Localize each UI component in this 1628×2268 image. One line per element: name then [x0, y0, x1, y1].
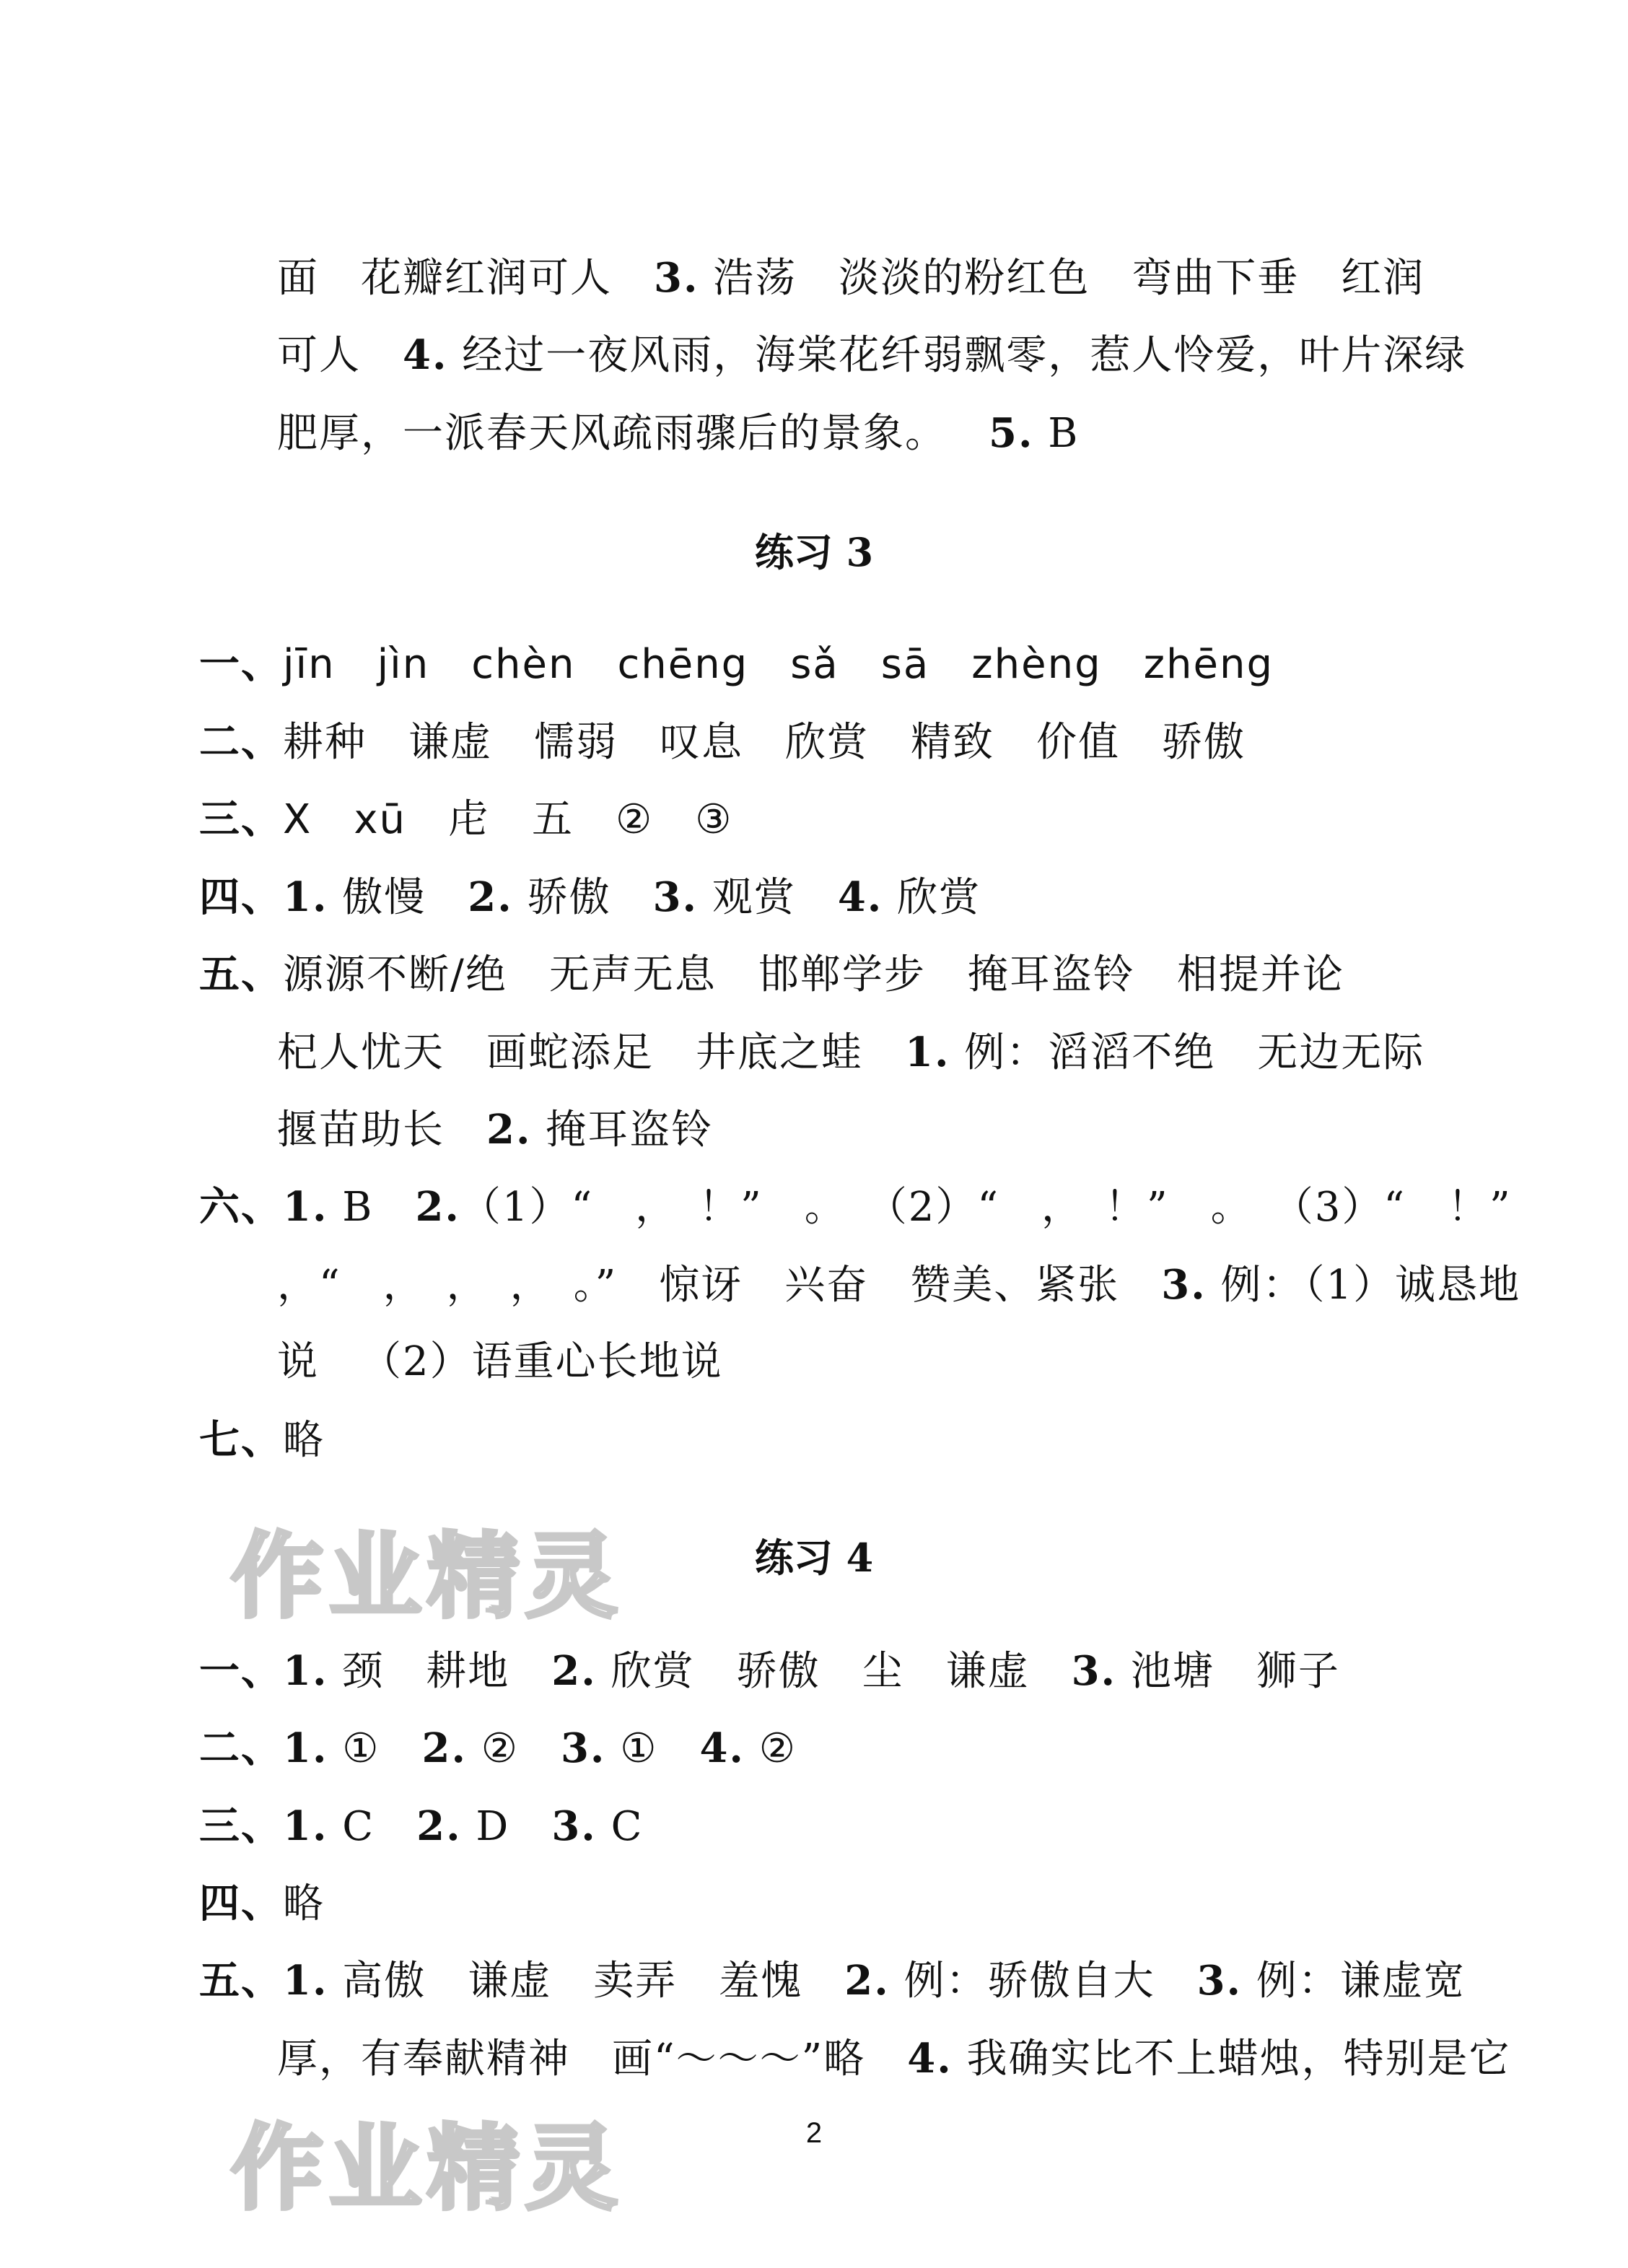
ex3-q4: 四、1. 傲慢 2. 骄傲 3. 观赏 4. 欣赏: [199, 873, 981, 921]
watermark-logo: 作业精灵: [231, 1523, 624, 1631]
ex4-q3: 三、1. C 2. D 3. C: [199, 1802, 644, 1850]
ex3-q2: 二、耕种 谦虚 懦弱 叹息 欣赏 精致 价值 骄傲: [199, 718, 1246, 766]
ex3-q6-line-2: ，“ ， ， ， 。” 惊讶 兴奋 赞美、紧张 3. 例：（1）诚恳地: [277, 1261, 1521, 1309]
exercise-4-title: 练习 4: [754, 1535, 874, 1581]
ex4-q1: 一、1. 颈 耕地 2. 欣赏 骄傲 尘 谦虚 3. 池塘 狮子: [199, 1647, 1340, 1695]
exercise-3-title: 练习 3: [754, 529, 874, 575]
continued-line-1: 面 花瓣红润可人 3. 浩荡 淡淡的粉红色 弯曲下垂 红润: [277, 254, 1425, 302]
ex4-q4: 四、略: [199, 1880, 325, 1927]
ex3-q6-line-1: 六、1. B 2.（1）“ ， ！” 。 （2）“ ， ！” 。 （3）“ ！”: [199, 1183, 1512, 1231]
ex3-q6-line-3: 说 （2）语重心长地说: [277, 1338, 723, 1385]
page-number: 2: [805, 2117, 823, 2149]
ex3-q5-line-2: 杞人忧天 画蛇添足 井底之蛙 1. 例：滔滔不绝 无边无际: [277, 1029, 1425, 1076]
ex3-q5-line-1: 五、源源不断/绝 无声无息 邯郸学步 掩耳盗铃 相提并论: [199, 951, 1344, 998]
ex4-q2: 二、1. ① 2. ② 3. ① 4. ②: [199, 1724, 797, 1772]
ex3-q5-line-3: 揠苗助长 2. 掩耳盗铃: [277, 1106, 714, 1153]
ex3-q1: 一、jīn jìn chèn chēng sǎ sā zhèng zhēng: [199, 640, 1274, 688]
continued-line-3: 肥厚，一派春天风疏雨骤后的景象。 5. B: [277, 409, 1080, 457]
ex4-q5-line-2: 厚，有奉献精神 画“～～～”略 4. 我确实比不上蜡烛，特别是它: [277, 2035, 1511, 2082]
ex4-q5-line-1: 五、1. 高傲 谦虚 卖弄 羞愧 2. 例：骄傲自大 3. 例：谦虚宽: [199, 1957, 1466, 2005]
continued-line-2: 可人 4. 经过一夜风雨，海棠花纤弱飘零，惹人怜爱，叶片深绿: [277, 331, 1467, 379]
ex3-q3: 三、X xū 虍 五 ② ③: [199, 795, 733, 843]
ex3-q7: 七、略: [199, 1416, 325, 1464]
watermark-logo-bottom: 作业精灵: [231, 2115, 624, 2223]
